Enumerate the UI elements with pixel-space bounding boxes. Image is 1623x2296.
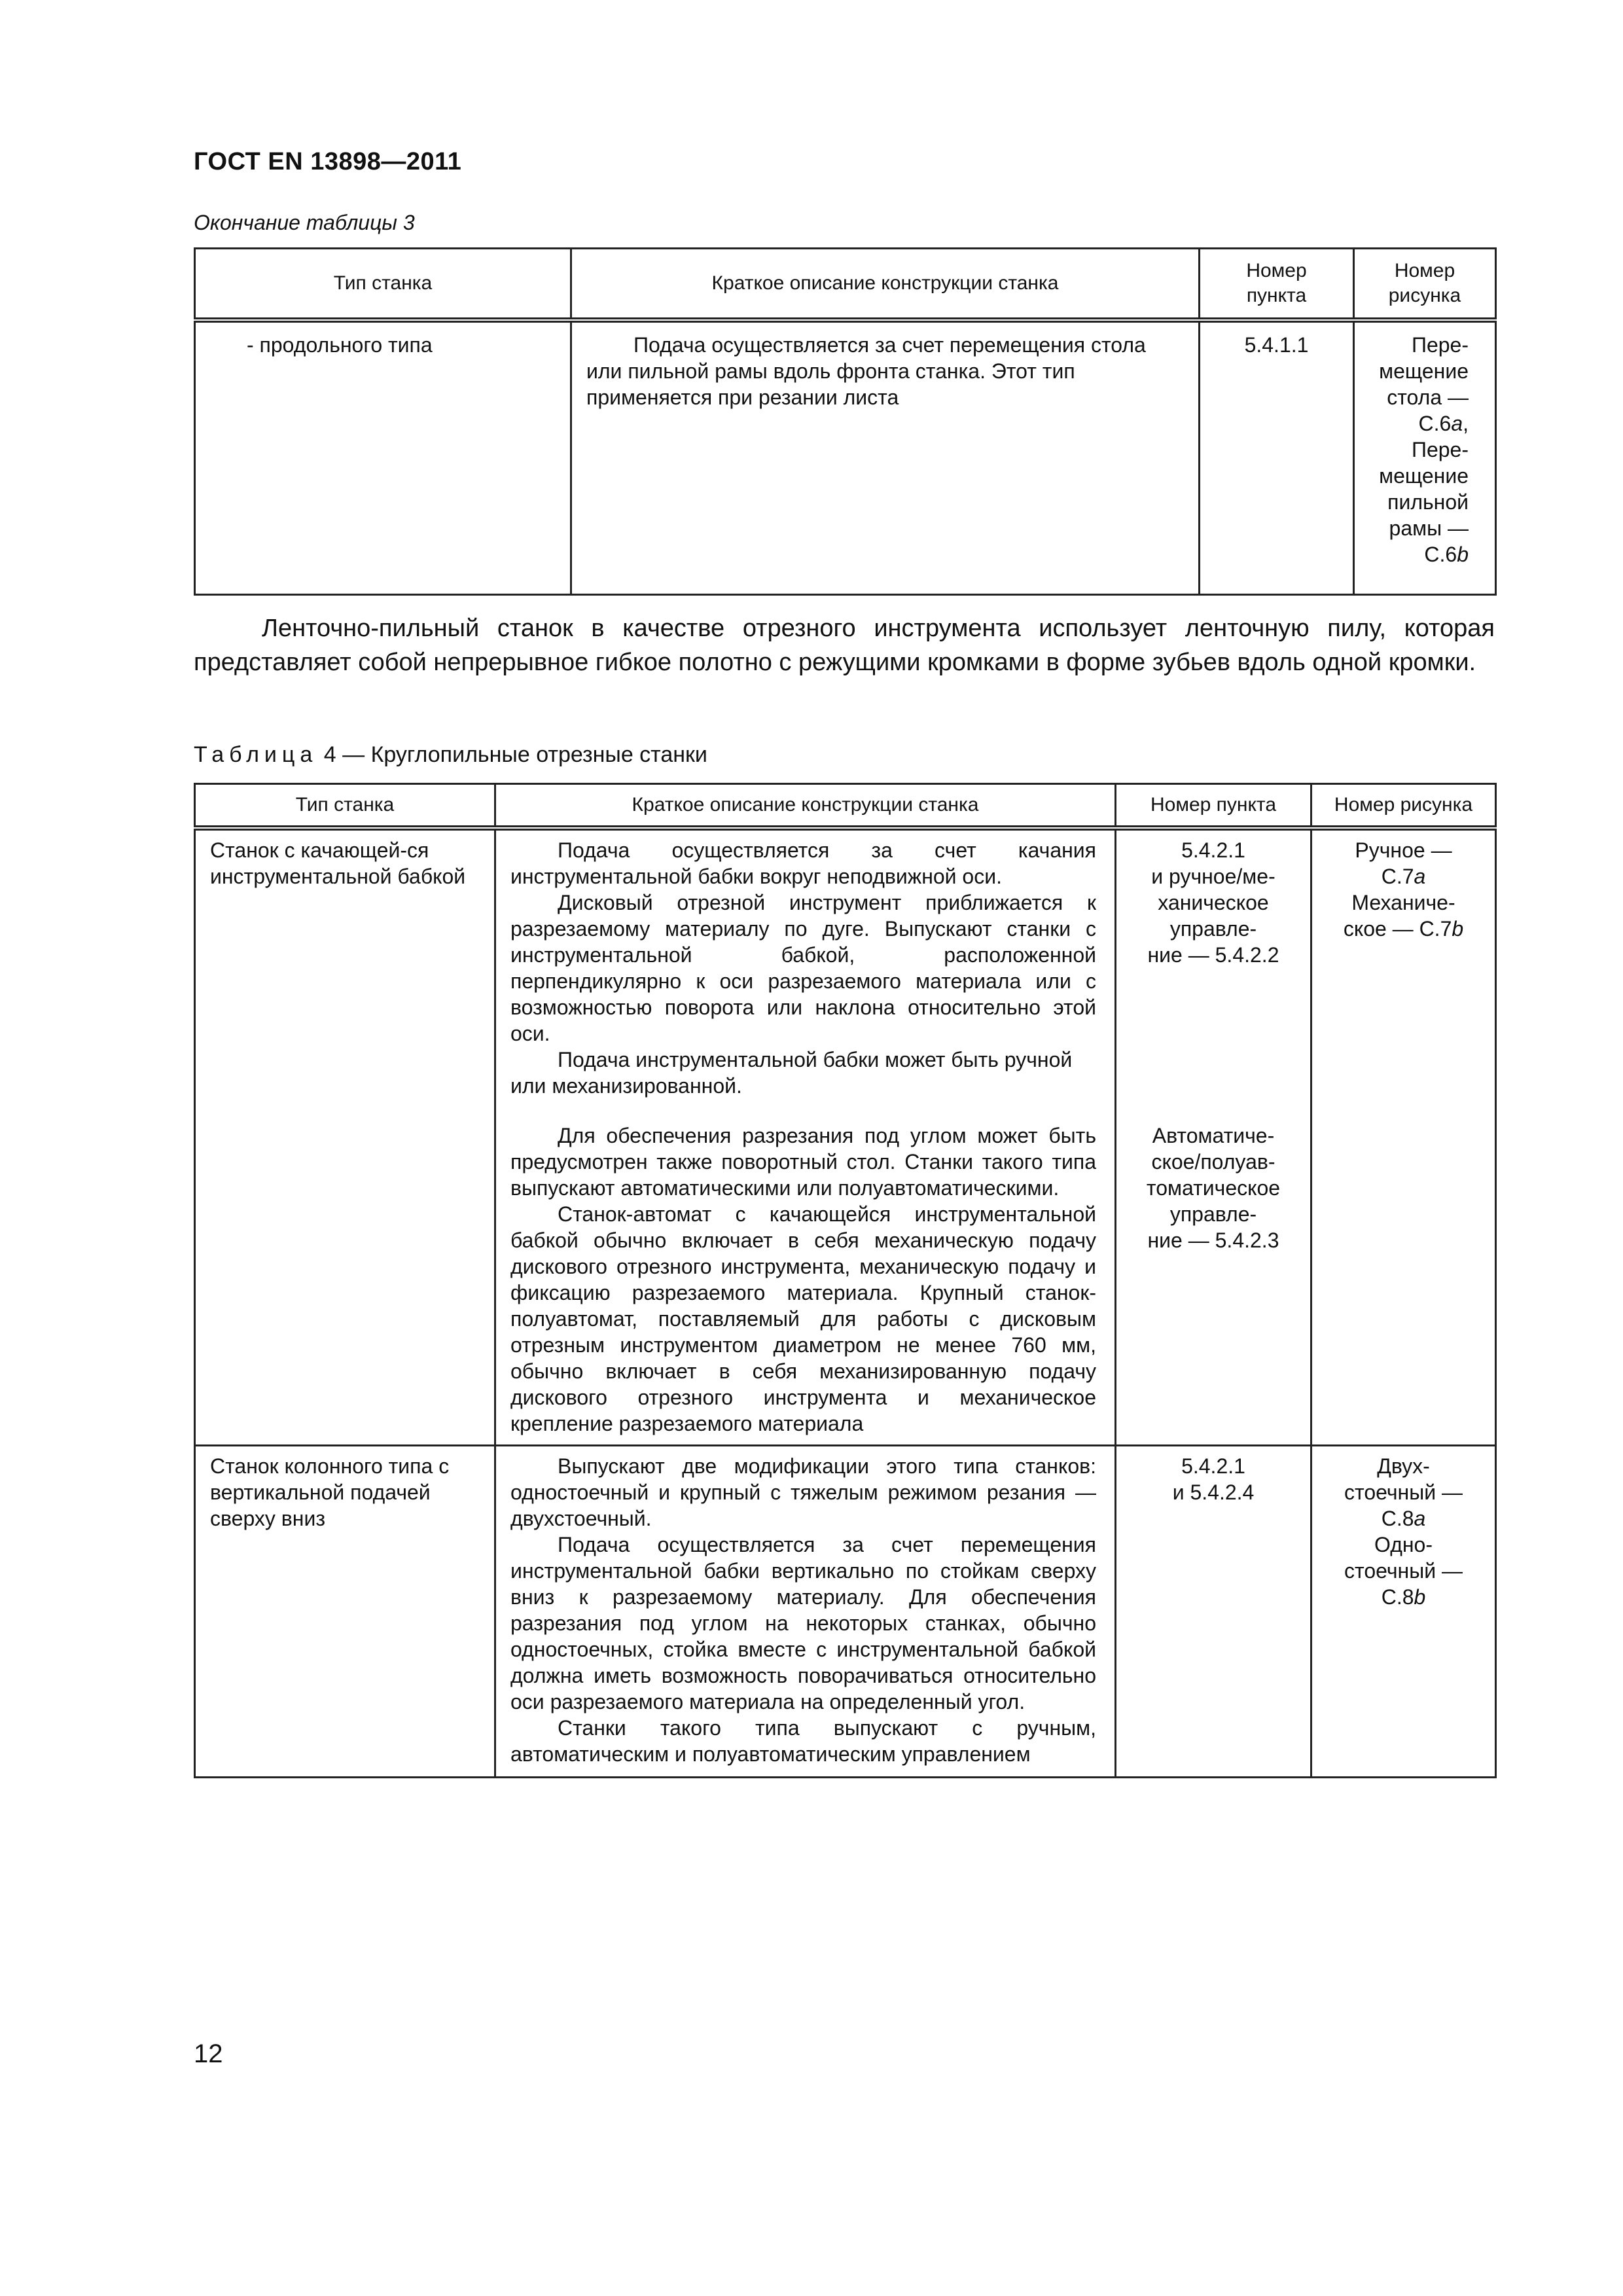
table-row — [195, 1446, 1496, 1778]
body-paragraph: Ленточно-пильный станок в качестве отрезного инструмента использует ленточную пилу, которая представляет собой непрерывное гибкое полотно с режущими кромками в форме зубьев вдоль одной кромки. — [194, 615, 1495, 676]
table4-header-description: Краткое описание конструкции станка — [495, 784, 1116, 829]
table4 — [194, 783, 1497, 1778]
table3-cell-clause: 5.4.1.1 — [1200, 320, 1354, 595]
table4-row1-description: Подача осуществляется за счет качания инструментальной бабки вокруг неподвижной оси. Дисковый отрезной инструмент приближается к разрезаемому материалу по дуге. Выпускают станки с инструментальной бабкой, расположенной перпендикулярно к оси разрезаемого материала или с возможностью поворота или наклона относительно этой оси. Подача инструментальной бабки может быть ручной или механизированной. Для обеспечения разрезания под углом может быть предусмотрен также поворотный стол. Станки такого типа выпускают автоматическими или полуавтоматическими. Станок-автомат с качающейся инструментальной бабкой обычно включает в себя механическую подачу дискового отрезного инструмента, механическую подачу и фиксацию разрезаемого материала. Крупный станок-полуавтомат, поставляемый для работы с дисковым отрезным инструментом диаметром не менее 760 мм, обычно включает в себя механизированную подачу дискового отрезного инструмента и механическое крепление разрезаемого материала — [495, 828, 1116, 1446]
table3-caption: Окончание таблицы 3 — [194, 211, 415, 234]
page-number: 12 — [194, 2039, 223, 2068]
table4-header-clause: Номер пункта — [1116, 784, 1311, 829]
table-row — [195, 828, 1496, 1446]
document-header: ГОСТ EN 13898—2011 — [194, 148, 462, 175]
table4-row2-description: Выпускают две модификации этого типа станков: одностоечный и крупный с тяжелым режимом резания — двухстоечный. Подача осуществляется за счет перемещения инструментальной бабки вертикально по стойкам сверху вниз к разрезаемому материалу. Для обеспечения разрезания под углом на некоторых станках, обычно одностоечных, стойка вместе с инструментальной бабкой должна иметь возможность поворачиваться относительно оси разрезаемого материала на определенный угол. Станки такого типа выпускают с ручным, автоматическим и полуавтоматическим управлением — [495, 1446, 1116, 1778]
table3-header-clause: Номер пункта — [1200, 249, 1354, 321]
table3-header-figure: Номер рисунка — [1354, 249, 1496, 321]
table4-row1-clause: 5.4.2.1 и ручное/ме- ханическое управле- ние — 5.4.2.2 Автоматиче- ское/полуав- томатическое управле- ние — 5.4.2.3 — [1116, 828, 1311, 1446]
table3-cell-type: - продольного типа — [195, 320, 571, 595]
table3-header-description: Краткое описание конструкции станка — [571, 249, 1200, 321]
table3-header-type: Тип станка — [195, 249, 571, 321]
table4-header-figure: Номер рисунка — [1311, 784, 1496, 829]
table4-row1-type: Станок с качающей-ся инструментальной бабкой — [195, 828, 495, 1446]
table-row — [195, 320, 1496, 595]
table4-caption-label: Таблица — [194, 742, 318, 767]
table3 — [194, 247, 1497, 596]
table3-header-row — [195, 249, 1496, 321]
table4-header-row — [195, 784, 1496, 829]
table4-caption-title: 4 — Круглопильные отрезные станки — [323, 742, 707, 767]
table3-cell-description: Подача осуществляется за счет перемещения стола или пильной рамы вдоль фронта станка. Этот тип применяется при резании листа — [571, 320, 1200, 595]
table4-row1-figure: Ручное — С.7a Механиче- ское — С.7b — [1311, 828, 1496, 1446]
table4-row2-figure: Двух- стоечный — С.8a Одно- стоечный — С.8b — [1311, 1446, 1496, 1778]
table4-row2-type: Станок колонного типа с вертикальной подачей сверху вниз — [195, 1446, 495, 1778]
table4-caption — [194, 742, 707, 768]
table3-cell-figure: Пере- мещение стола — С.6a, Пере- мещение пильной рамы — С.6b — [1354, 320, 1496, 595]
table4-header-type: Тип станка — [195, 784, 495, 829]
table4-row2-clause: 5.4.2.1 и 5.4.2.4 — [1116, 1446, 1311, 1778]
